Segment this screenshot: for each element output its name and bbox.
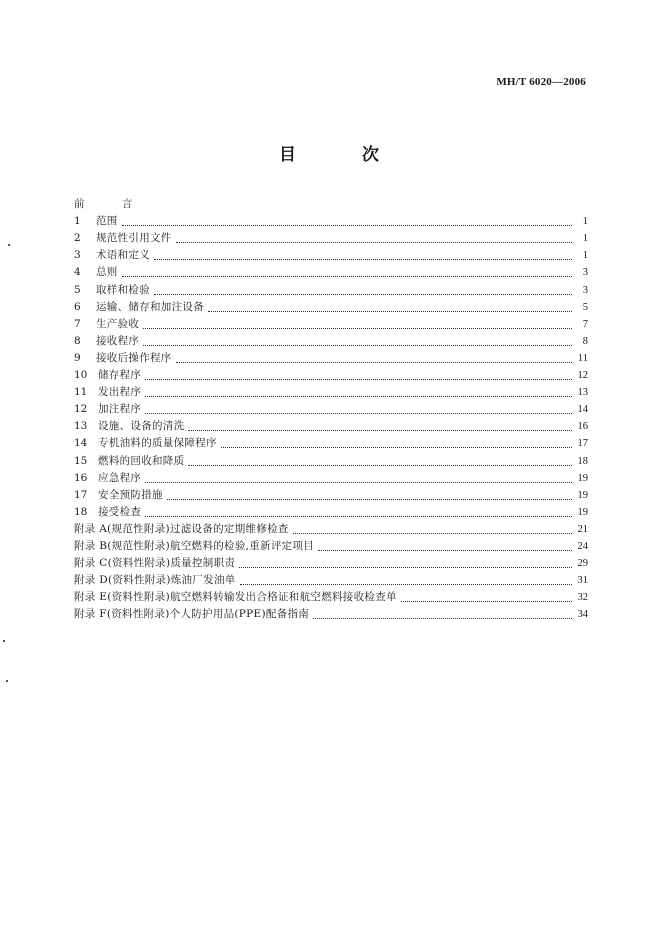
dot-leader [176, 362, 572, 363]
toc-entry[interactable] [74, 314, 588, 331]
dot-leader [313, 618, 572, 619]
toc-entry-number: 18 [74, 505, 88, 518]
toc-appendix-page: 31 [577, 575, 588, 587]
toc-entry-label: 设施、设备的清洗 [98, 420, 185, 433]
toc-appendix-page: 29 [577, 558, 588, 570]
toc-entry-label: 总则 [96, 266, 118, 279]
toc-entry[interactable] [74, 365, 588, 382]
toc-preface[interactable] [74, 194, 588, 211]
toc-entry[interactable] [74, 485, 588, 502]
dot-leader [145, 516, 572, 517]
toc-entry-number: 16 [74, 471, 88, 484]
toc-entry-number: 6 [74, 300, 81, 313]
toc-entry[interactable] [74, 297, 588, 314]
dot-leader [401, 601, 572, 602]
table-of-contents [74, 194, 588, 621]
toc-entry[interactable] [74, 262, 588, 279]
toc-entry-label: 接收程序 [96, 334, 140, 347]
toc-entry-page: 19 [577, 489, 588, 501]
toc-entry-number: 14 [74, 437, 88, 450]
toc-entry-label: 术语和定义 [96, 249, 150, 262]
toc-entry-label: 生产验收 [96, 317, 140, 330]
dot-leader [188, 430, 572, 431]
toc-entry-label: 专机油料的质量保障程序 [98, 437, 217, 450]
scan-speck [6, 680, 8, 682]
scan-speck [8, 244, 10, 246]
toc-entry-page: 13 [577, 387, 588, 399]
toc-entry[interactable] [74, 416, 588, 433]
toc-entry-label: 燃料的回收和降质 [98, 454, 185, 467]
toc-appendix-label: 附录 E(资料性附录)航空燃料转输发出合格证和航空燃料接收检查单 [74, 591, 397, 604]
dot-leader [167, 499, 572, 500]
dot-leader [239, 567, 572, 568]
toc-entry-page: 7 [582, 318, 588, 330]
toc-entry-page: 18 [577, 455, 588, 467]
toc-entry-number: 8 [74, 334, 81, 347]
toc-entry-number: 7 [74, 317, 81, 330]
page-title: 目 次 [279, 145, 409, 165]
toc-entry[interactable] [74, 502, 588, 519]
toc-entry-number: 5 [74, 283, 81, 296]
toc-appendix-label: 附录 A(规范性附录)过滤设备的定期维修检查 [74, 522, 289, 535]
toc-entry-label: 规范性引用文件 [96, 232, 172, 245]
toc-appendix-page: 34 [577, 609, 588, 621]
toc-entry-page: 5 [582, 301, 588, 313]
toc-appendix-page: 32 [577, 592, 588, 604]
toc-appendix-page: 21 [577, 523, 588, 535]
toc-entry-number: 15 [74, 454, 88, 467]
toc-appendix-label: 附录 F(资料性附录)个人防护用品(PPE)配备指南 [74, 608, 310, 621]
toc-entry-number: 9 [74, 351, 81, 364]
toc-entry[interactable] [74, 211, 588, 228]
dot-leader [145, 413, 572, 414]
toc-appendix[interactable] [74, 570, 588, 587]
dot-leader [143, 328, 572, 329]
toc-entry[interactable] [74, 279, 588, 296]
dot-leader [143, 345, 572, 346]
dot-leader [145, 379, 572, 380]
toc-entry-number: 11 [74, 386, 88, 399]
toc-entry-page: 1 [582, 250, 588, 262]
toc-entry-label: 安全预防措施 [98, 488, 163, 501]
dot-leader [145, 396, 572, 397]
toc-entry-label: 加注程序 [98, 403, 142, 416]
toc-entry[interactable] [74, 399, 588, 416]
dot-leader [188, 465, 572, 466]
toc-entry-number: 12 [74, 403, 88, 416]
toc-appendix-label: 附录 D(资料性附录)炼油厂发油单 [74, 574, 236, 587]
toc-entry[interactable] [74, 450, 588, 467]
toc-entry-number: 13 [74, 420, 88, 433]
dot-leader [221, 447, 572, 448]
toc-entry[interactable] [74, 468, 588, 485]
toc-entry[interactable] [74, 331, 588, 348]
toc-entry-page: 3 [582, 267, 588, 279]
toc-entry-page: 17 [577, 438, 588, 450]
toc-entry-label: 接受检查 [98, 505, 142, 518]
toc-entry-label: 接收后操作程序 [96, 351, 172, 364]
toc-appendix[interactable] [74, 604, 588, 621]
standard-code: MH/T 6020—2006 [496, 76, 586, 88]
dot-leader [122, 276, 572, 277]
toc-entry-label: 范围 [96, 215, 118, 228]
toc-appendix[interactable] [74, 536, 588, 553]
dot-leader [122, 225, 572, 226]
toc-entry-page: 1 [582, 233, 588, 245]
toc-entry-label: 储存程序 [98, 369, 142, 382]
toc-entry-number: 2 [74, 232, 81, 245]
dot-leader [318, 550, 572, 551]
dot-leader [145, 482, 572, 483]
toc-entry-label: 取样和检验 [96, 283, 150, 296]
toc-entry[interactable] [74, 382, 588, 399]
dot-leader [154, 259, 572, 260]
dot-leader [293, 533, 572, 534]
scan-speck [3, 640, 5, 642]
toc-entry-page: 8 [582, 335, 588, 347]
toc-entry-number: 1 [74, 215, 81, 228]
dot-leader [208, 311, 572, 312]
dot-leader [176, 242, 572, 243]
toc-entry-page: 12 [577, 370, 588, 382]
toc-entry[interactable] [74, 433, 588, 450]
toc-entry[interactable] [74, 228, 588, 245]
toc-entry[interactable] [74, 245, 588, 262]
toc-appendix[interactable] [74, 519, 588, 536]
toc-entry-page: 16 [577, 421, 588, 433]
toc-entry-number: 4 [74, 266, 81, 279]
toc-entry[interactable] [74, 348, 588, 365]
toc-entry-label: 发出程序 [98, 386, 142, 399]
toc-entry-page: 19 [577, 506, 588, 518]
toc-appendix[interactable] [74, 553, 588, 570]
toc-entry-number: 17 [74, 488, 88, 501]
toc-entry-page: 19 [577, 472, 588, 484]
toc-appendix-page: 24 [577, 540, 588, 552]
toc-entry-label: 应急程序 [98, 471, 142, 484]
toc-entry-page: 1 [582, 216, 588, 228]
toc-entry-number: 3 [74, 249, 81, 262]
toc-entry-page: 3 [582, 284, 588, 296]
toc-entry-page: 11 [577, 352, 588, 364]
dot-leader [154, 294, 572, 295]
toc-appendix-label: 附录 C(资料性附录)质量控制职责 [74, 557, 236, 570]
toc-entry-number: 10 [74, 369, 88, 382]
toc-appendix-label: 附录 B(规范性附录)航空燃料的检验,重新评定项目 [74, 539, 315, 552]
toc-entry-label: 运输、储存和加注设备 [96, 300, 204, 313]
toc-preface-label: 前 言 [74, 198, 150, 211]
toc-appendix[interactable] [74, 587, 588, 604]
toc-entry-page: 14 [577, 404, 588, 416]
dot-leader [240, 584, 572, 585]
